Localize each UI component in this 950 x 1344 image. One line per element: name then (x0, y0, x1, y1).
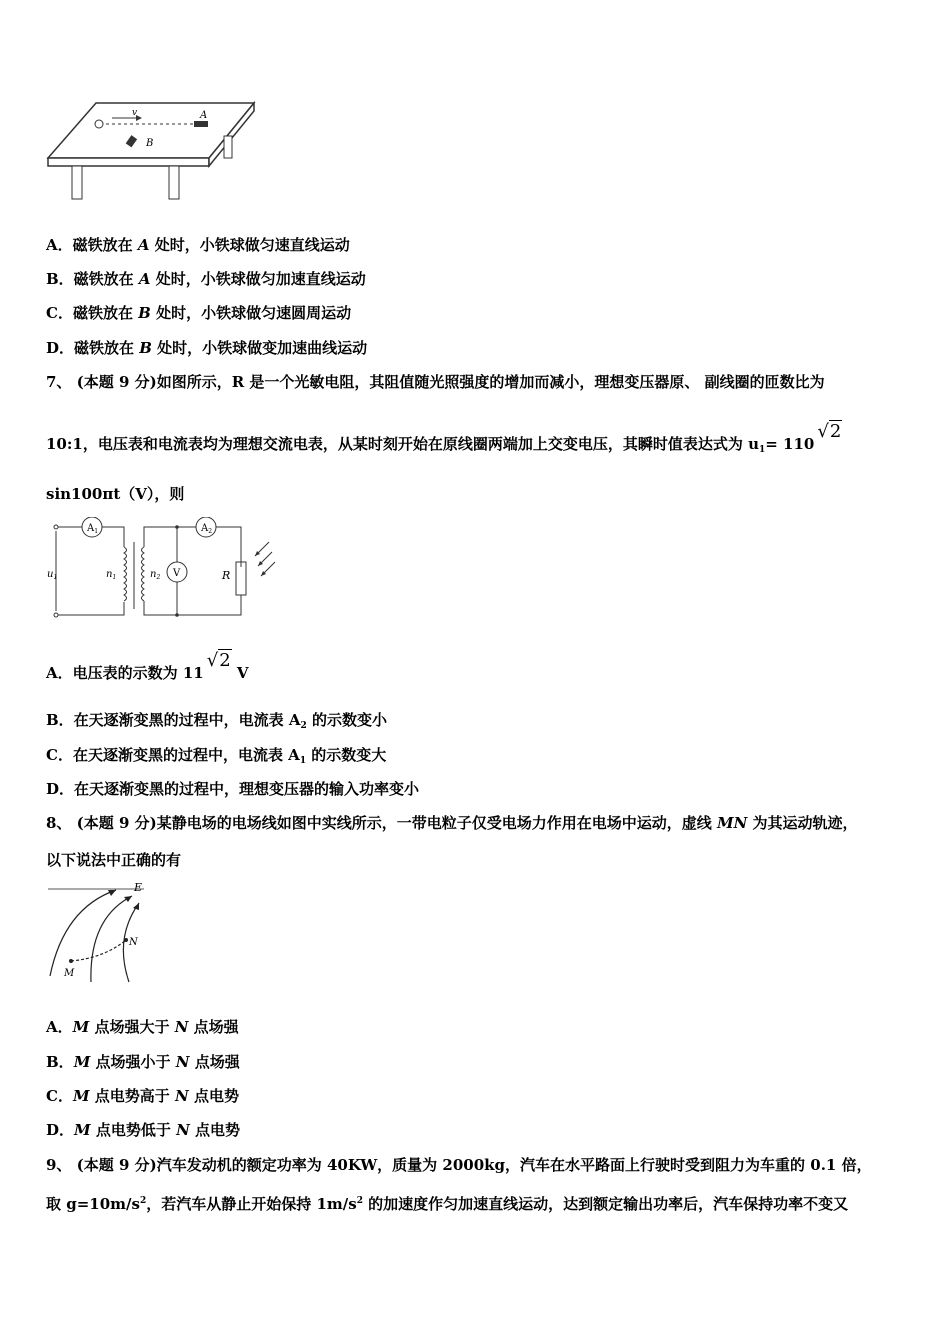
q8-option-d (46, 1120, 240, 1140)
text-segment: 处时，小铁球做匀加速直线运动 (150, 270, 366, 288)
text-segment: C．磁铁放在 (46, 304, 139, 322)
text-segment: 点场强 (188, 1018, 239, 1036)
text-segment: N (176, 1121, 190, 1139)
sqrt-radicand: 2 (219, 650, 231, 671)
point-n-label: N (129, 937, 138, 948)
text-segment: B (139, 339, 152, 357)
point-m-label: M (64, 968, 75, 979)
q7-stem-1 (46, 372, 825, 392)
text-segment: 处时，小铁球做匀速圆周运动 (150, 304, 352, 322)
text-segment: N (174, 1018, 189, 1036)
text-segment: M (72, 1018, 90, 1036)
n2-label: n (150, 569, 157, 580)
text-segment: 点电势 (189, 1121, 241, 1139)
svg-text:n1 (106, 569, 116, 581)
text-segment: 为其运动轨迹， (747, 814, 858, 832)
sqrt-symbol: √2 (817, 421, 842, 442)
n1-label: n (106, 569, 113, 580)
text-segment: ，若汽车从静止开始保持 1m/s (146, 1195, 357, 1213)
text-segment: A． (46, 1018, 73, 1036)
q7-option-b (46, 710, 387, 736)
ammeter-a1-sub: 1 (94, 528, 99, 535)
n2-sub: 2 (156, 574, 161, 581)
text-segment: A (138, 270, 151, 288)
q7-stem-2 (46, 421, 842, 460)
text-segment: 点电势高于 (89, 1087, 176, 1105)
electric-field-figure (44, 878, 154, 983)
text-segment: M (73, 1053, 91, 1071)
text-segment: 2 (356, 1196, 363, 1206)
text-segment: D．在天逐渐变黑的过程中，理想变压器的输入功率变小 (46, 780, 420, 798)
ammeter-a2-label: A (201, 523, 209, 534)
text-segment: MN (716, 814, 748, 832)
q6-option-a (46, 235, 350, 255)
text-segment: B．在天逐渐变黑的过程中，电流表 A (46, 711, 301, 729)
text-segment: 8、 (本题 9 分)某静电场的电场线如图中实线所示，一带电粒子仅受电场力作用在电场中运动，虚线 (46, 814, 717, 832)
text-segment: 1 (758, 445, 766, 455)
text-segment: 1 (299, 756, 307, 766)
ammeter-a1-label: A (87, 523, 95, 534)
text-segment: 2 (139, 1196, 147, 1206)
text-segment: 取 g=10m/s (46, 1195, 140, 1213)
text-segment: N (175, 1087, 189, 1105)
q7-option-c (46, 745, 386, 771)
q9-stem-1 (46, 1155, 872, 1175)
resistor-label: R (222, 569, 231, 582)
text-segment: B (138, 304, 151, 322)
text-segment: C． (46, 1087, 73, 1105)
q6-option-c (46, 303, 351, 323)
q7-option-d (46, 779, 419, 799)
sqrt-radicand: 2 (829, 421, 842, 442)
u1-sub: 1 (53, 574, 58, 581)
text-segment: M (72, 1087, 90, 1105)
point-b-label: B (146, 138, 154, 149)
q6-option-b (46, 269, 366, 289)
text-segment: 点场强 (189, 1053, 240, 1071)
velocity-label: v (132, 108, 138, 118)
q8-option-c (46, 1086, 239, 1106)
text-segment: 的加速度作匀加速直线运动，达到额定输出功率后，汽车保持功率不变又 (362, 1195, 849, 1213)
text-segment: N (175, 1053, 190, 1071)
field-e-label: E (134, 881, 143, 894)
q8-option-a (46, 1017, 239, 1037)
text-segment: M (74, 1121, 91, 1139)
point-a-label: A (200, 110, 208, 121)
text-segment: 处时，小铁球做变加速曲线运动 (151, 339, 368, 357)
text-segment: 10:1，电压表和电流表均为理想交流电表，从某时刻开始在原线圈两端加上交变电压，其瞬时值表达式为 u (46, 435, 759, 453)
q9-stem-2 (46, 1191, 848, 1214)
text-segment: D．磁铁放在 (46, 339, 140, 357)
u1-label: u (47, 569, 54, 580)
sqrt-symbol: √2 (206, 650, 231, 671)
text-segment: 点电势 (188, 1087, 239, 1105)
q6-option-d (46, 338, 367, 358)
table-magnet-figure (44, 98, 259, 203)
svg-text:A2 (200, 523, 212, 535)
text-segment: 点场强大于 (89, 1018, 175, 1036)
text-segment: 9、 (本题 9 分)汽车发动机的额定功率为 40KW，质量为 2000kg，汽车在水平路面上行驶时受到阻力为车重的 0.1 倍， (46, 1156, 872, 1174)
text-segment: D． (46, 1121, 75, 1139)
svg-text:n2 (150, 569, 160, 581)
text-segment: A．磁铁放在 (46, 236, 138, 254)
text-segment: V (231, 664, 249, 682)
text-segment: B．磁铁放在 (46, 270, 139, 288)
q8-option-b (46, 1052, 240, 1072)
text-segment: C．在天逐渐变黑的过程中，电流表 A (46, 746, 300, 764)
text-segment: A．电压表的示数为 11 (46, 664, 204, 682)
q7-option-a (46, 650, 249, 683)
voltmeter-label: V (173, 568, 181, 579)
q7-stem-3 (46, 484, 184, 504)
text-segment: B． (46, 1053, 74, 1071)
svg-text:A1 (86, 523, 98, 535)
text-segment: 点电势低于 (90, 1121, 177, 1139)
text-segment: 的示数变小 (306, 711, 388, 729)
text-segment: 处时，小铁球做匀速直线运动 (149, 236, 350, 254)
n1-sub: 1 (112, 574, 117, 581)
text-segment: 点场强小于 (90, 1053, 176, 1071)
text-segment: 7、 (本题 9 分)如图所示，R 是一个光敏电阻，其阻值随光照强度的增加而减小，理想变压器原、 副线圈的匝数比为 (46, 373, 825, 391)
text-segment: 的示数变大 (306, 746, 387, 764)
text-segment: A (137, 236, 150, 254)
transformer-circuit-figure (44, 517, 284, 622)
text-segment: 以下说法中正确的有 (46, 851, 182, 869)
ammeter-a2-sub: 2 (208, 528, 213, 535)
q8-stem-1 (46, 813, 858, 833)
text-segment: = 110 (765, 435, 815, 453)
q8-stem-2 (46, 850, 181, 870)
text-segment: 2 (300, 721, 307, 731)
text-segment: sin100πt（V），则 (46, 485, 185, 503)
